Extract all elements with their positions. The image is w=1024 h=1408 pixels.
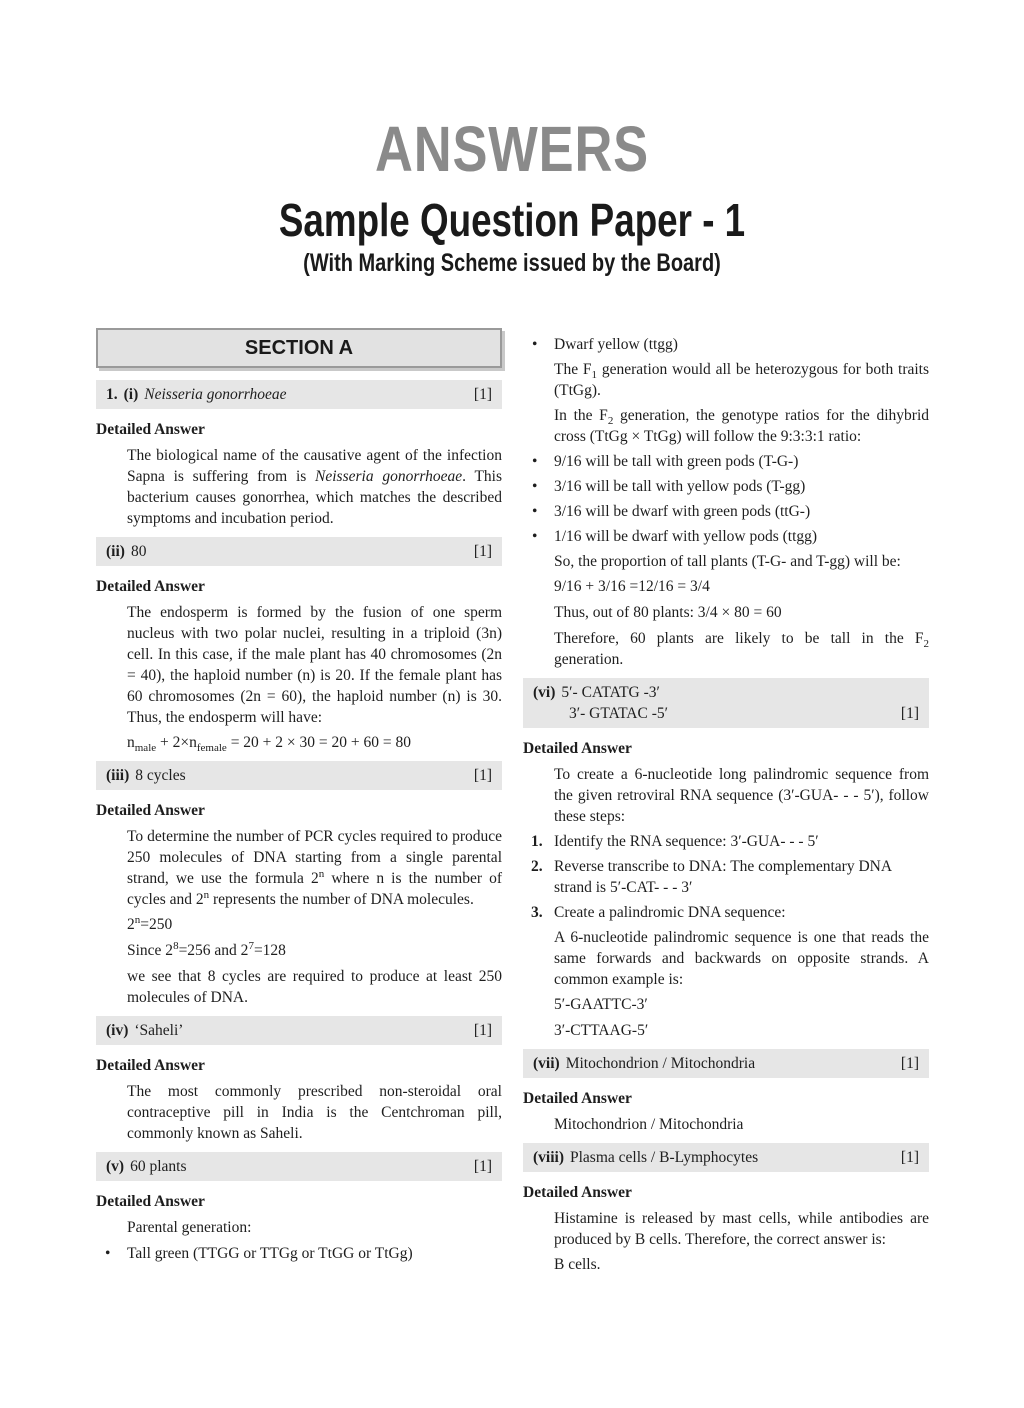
proportion-paragraph: So, the proportion of tall plants (T-G- and T-gg) will be: <box>554 553 901 570</box>
answer-text: 60 plants <box>130 1158 187 1175</box>
question-part: (ii) <box>106 543 125 560</box>
parental-generation-label: Parental generation: <box>127 1219 252 1236</box>
explanation-paragraph: The biological name of the causative agent of the infection Sapna is suffering from is Neisseria gonorrhoeae. This bacterium causes gonorrhea, which matches the described symptoms and incubation period. <box>127 447 503 527</box>
answer-bar-q1-i <box>96 380 502 409</box>
proportion-calc: 9/16 + 3/16 =12/16 = 3/4 <box>554 578 710 595</box>
detailed-answer-heading: Detailed Answer <box>523 1184 632 1201</box>
bullet-icon: • <box>532 528 538 545</box>
list-item: • Dwarf yellow (ttgg) <box>532 336 678 353</box>
question-part: (v) <box>106 1158 125 1175</box>
answer-bar-q1-viii <box>523 1143 929 1172</box>
question-part: (i) <box>123 386 139 403</box>
detailed-answer-heading: Detailed Answer <box>96 802 205 819</box>
explanation-paragraph: To determine the number of PCR cycles required to produce 250 molecules of DNA starting from a single parental strand, we use the formula 2$^n$ where n is the number of cycles and 2$^n$ represents the number of DNA molecules. <box>127 828 502 908</box>
bullet-icon: • <box>532 478 538 495</box>
list-item: • 3/16 will be dwarf with green pods (ttG-) <box>532 503 811 520</box>
question-part: (iii) <box>106 767 130 784</box>
answer-text: 80 <box>130 543 147 560</box>
list-item: • 3/16 will be tall with yellow pods (T-gg) <box>532 478 806 495</box>
mark-badge: [1] <box>900 1149 919 1166</box>
list-item: • 9/16 will be tall with green pods (T-G-) <box>532 453 799 470</box>
question-part: (iv) <box>106 1022 129 1039</box>
explanation-paragraph: The endosperm is formed by the fusion of one sperm nucleus with two polar nuclei, resulting in a triploid (3n) cell. In this case, if the male plant has 40 chromosomes (2n = 40), the haploid number (n) is 20. If the female plant has 60 chromosomes (2n = 60), the haploid number (n) is 30. Thus, the endosperm will have: <box>127 604 502 726</box>
answer-text: Plasma cells / B-Lymphocytes <box>570 1149 759 1166</box>
detailed-answer-heading: Detailed Answer <box>96 1193 205 1210</box>
f2-paragraph: In the $F_2$ generation, the genotype ratios for the dihybrid cross (TtGg × TtGg) will follow the 9:3:3:1 ratio: <box>554 407 930 445</box>
explanation-paragraph: Mitochondrion / Mitochondria <box>554 1116 744 1133</box>
mark-badge: [1] <box>473 767 492 784</box>
mark-badge: [1] <box>900 1055 919 1072</box>
step-item: 3. Create a palindromic DNA sequence: <box>531 904 786 921</box>
conclusion-paragraph: Therefore, 60 plants are likely to be tall in the $F_2$ generation. <box>554 630 929 668</box>
endosperm-equation: $n_{male} + 2\times n_{female} = 20 + 2 \times 30 = 20 + 60 = 80$ <box>127 734 412 755</box>
left-column <box>96 328 502 1268</box>
mark-badge: [1] <box>473 1022 492 1039</box>
answer-bar-q1-iii <box>96 761 502 790</box>
list-item: • 1/16 will be dwarf with yellow pods (ttgg) <box>532 528 818 545</box>
pcr-equation: $2^n=250$ <box>127 913 173 933</box>
answer-text: 8 cycles <box>135 767 186 784</box>
marking-scheme-note: (With Marking Scheme issued by the Board) <box>303 249 721 277</box>
step-item: 1. Identify the RNA sequence: 3′-GUA- - - 5′ <box>531 833 819 850</box>
answer-bar-q1-vii <box>523 1049 929 1078</box>
palindrome-paragraph: A 6-nucleotide palindromic sequence is one that reads the same forwards and backwards on opposite strands. A common example is: <box>554 929 929 988</box>
explanation-paragraph: Histamine is released by mast cells, while antibodies are produced by B cells. Therefore, the correct answer is: <box>554 1210 929 1248</box>
question-part: (vi) <box>533 684 556 701</box>
step-item: 2. Reverse transcribe to DNA: The complementary DNA strand is 5′-CAT- - - 3′ <box>531 858 892 896</box>
mark-badge: [1] <box>473 543 492 560</box>
sequence-example-2: 3′-CTTAAG-5′ <box>554 1022 649 1039</box>
plants-calc: Thus, out of 80 plants: 3/4 × 80 = 60 <box>554 604 782 621</box>
pcr-conclusion: we see that 8 cycles are required to produce at least 250 molecules of DNA. <box>127 968 502 1006</box>
question-part: (viii) <box>533 1149 564 1166</box>
detailed-answer-heading: Detailed Answer <box>523 1090 632 1107</box>
answer-text: Mitochondrion / Mitochondria <box>565 1055 756 1072</box>
paper-title: Sample Question Paper - 1 <box>278 194 746 246</box>
detailed-answer-heading: Detailed Answer <box>96 1057 205 1074</box>
section-a-heading: SECTION A <box>96 328 502 368</box>
answer-text: Neisseria gonorrhoeae <box>144 386 287 403</box>
bullet-icon: • <box>532 503 538 520</box>
mark-badge: [1] <box>900 705 919 722</box>
f1-paragraph: The $F_1$ generation would all be heterozygous for both traits (TtGg). <box>554 361 930 399</box>
detailed-answer-heading: Detailed Answer <box>523 740 632 757</box>
sequence-example-1: 5′-GAATTC-3′ <box>554 996 648 1013</box>
detailed-answer-heading: Detailed Answer <box>96 421 205 438</box>
right-column <box>523 328 929 1280</box>
answers-heading: ANSWERS <box>375 113 649 185</box>
question-part: (vii) <box>533 1055 560 1072</box>
answer-bar-q1-iv <box>96 1016 502 1045</box>
answer-text: ‘Saheli’ <box>134 1022 184 1039</box>
bullet-icon: • <box>105 1245 111 1262</box>
answer-bar-q1-vi <box>523 678 929 728</box>
bullet-icon: • <box>532 453 538 470</box>
bullet-icon: • <box>532 336 538 353</box>
answer-bar-q1-ii <box>96 537 502 566</box>
pcr-comparison: Since $2^8=256$ and $2^7=128$ <box>127 939 286 959</box>
answer-bar-q1-v <box>96 1152 502 1181</box>
final-answer: B cells. <box>554 1256 601 1273</box>
answer-line-2: 3′- GTATAC -5′ <box>569 705 669 722</box>
explanation-paragraph: The most commonly prescribed non-steroidal oral contraceptive pill in India is the Centchroman pill, commonly known as Saheli. <box>127 1083 502 1142</box>
explanation-paragraph: To create a 6-nucleotide long palindromic sequence from the given retroviral RNA sequence (3′-GUA- - - 5′), follow these steps: <box>554 766 929 825</box>
list-item: • Tall green (TTGG or TTGg or TtGG or TtGg) <box>105 1245 413 1262</box>
question-number: 1. <box>106 386 118 403</box>
answer-line-1: 5′- CATATG -3′ <box>561 684 660 701</box>
mark-badge: [1] <box>473 386 492 403</box>
detailed-answer-heading: Detailed Answer <box>96 578 205 595</box>
mark-badge: [1] <box>473 1158 492 1175</box>
